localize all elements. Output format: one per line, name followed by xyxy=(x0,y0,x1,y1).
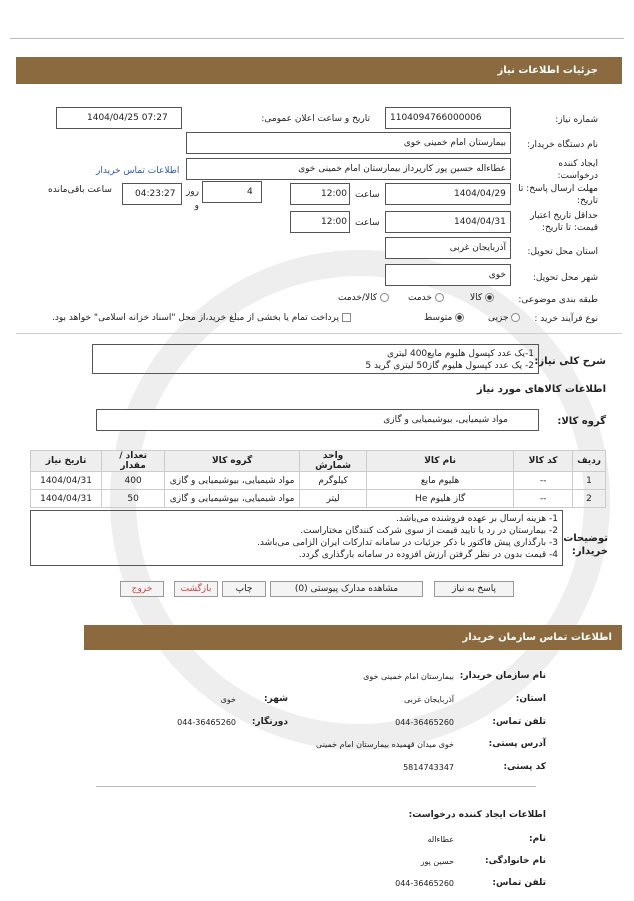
day-label: روز و xyxy=(185,187,199,211)
col-qty: تعداد / مقدار xyxy=(102,451,165,472)
province-label: استان محل تحویل: xyxy=(527,247,598,257)
need-number-label: شماره نیاز: xyxy=(555,115,598,125)
note-line-4: 4- قیمت بدون در نظر گرفتن ارزش افزوده در سامانه بارگذاری گردد. xyxy=(298,550,558,560)
notes-label: توضیحات خریدار: xyxy=(563,533,608,557)
col-row: ردیف xyxy=(573,451,606,472)
org-label: نام سازمان خریدار: xyxy=(459,671,546,681)
details-header xyxy=(16,57,622,84)
validity-time-field: 12:00 xyxy=(290,211,350,233)
cell-qty: 50 xyxy=(102,490,165,508)
address-value: خوی میدان قهمیده بیمارستان امام خمینی xyxy=(316,740,454,749)
cell-date: 1404/04/31 xyxy=(31,490,102,508)
category-goods-service-option[interactable]: کالا/خدمت xyxy=(338,293,389,303)
section-divider xyxy=(16,333,622,334)
validity-label: حداقل تاریخ اعتبار قیمت: تا تاریخ: xyxy=(530,211,598,233)
remaining-time-field: 04:23:27 xyxy=(122,183,182,205)
days-field: 4 xyxy=(202,181,262,203)
validity-date-field: 1404/04/31 xyxy=(385,211,511,233)
cell-row: 1 xyxy=(573,472,606,490)
category-label: طبقه بندی موضوعی: xyxy=(518,295,598,305)
cell-code: -- xyxy=(514,490,573,508)
contact-divider xyxy=(96,786,536,787)
address-label: آدرس پستی: xyxy=(488,739,546,749)
phone-label: تلفن تماس: xyxy=(492,717,546,727)
details-header-title: جزئیات اطلاعات نیاز xyxy=(497,65,598,76)
creator-family-value: حسین پور xyxy=(420,857,454,866)
radio-on-icon[interactable] xyxy=(455,313,464,322)
cell-unit: لیتر xyxy=(300,490,367,508)
contact-city-label: شهر: xyxy=(264,694,288,704)
col-unit: واحد شمارش xyxy=(300,451,367,472)
creator-info-title: اطلاعات ایجاد کننده درخواست: xyxy=(408,810,546,820)
note-line-2: 2- بیمارستان در رد یا تایید قیمت از سوی شرکت کنندگان مختاراست. xyxy=(300,526,558,536)
col-name: نام کالا xyxy=(367,451,514,472)
col-code: کد کالا xyxy=(514,451,573,472)
print-button[interactable]: چاپ xyxy=(222,581,266,597)
buyer-org-field: بیمارستان امام خمینی خوی xyxy=(186,132,511,154)
announce-label: تاریخ و ساعت اعلان عمومی: xyxy=(261,114,370,124)
radio-off-icon[interactable] xyxy=(380,293,389,302)
attachments-button[interactable]: مشاهده مدارک پیوستی (0) xyxy=(270,581,423,597)
col-date: تاریخ نیاز xyxy=(31,451,102,472)
cell-group: مواد شیمیایی، بیوشیمیایی و گازی xyxy=(165,490,300,508)
fax-label: دورنگار: xyxy=(251,717,288,727)
radio-off-icon[interactable] xyxy=(435,293,444,302)
checkbox-icon[interactable] xyxy=(342,313,351,322)
goods-group-label: گروه کالا: xyxy=(557,416,606,427)
creator-name-label: نام: xyxy=(529,834,546,844)
col-group: گروه کالا xyxy=(165,451,300,472)
goods-info-title: اطلاعات کالاهای مورد نیاز xyxy=(476,384,606,395)
radio-on-icon[interactable] xyxy=(485,293,494,302)
buyer-contact-link[interactable]: اطلاعات تماس خریدار xyxy=(96,166,180,176)
goods-table xyxy=(30,450,606,508)
summary-label: شرح کلی نیاز: xyxy=(534,356,606,367)
category-service-option[interactable]: خدمت xyxy=(408,293,444,303)
table-header-row xyxy=(31,451,606,472)
notes-box xyxy=(30,510,563,566)
need-number-field: 1104094766000006 xyxy=(385,107,511,129)
summary-line-2: 2- یک عدد کپسول هلیوم گاز50 لیتری گرید 5 xyxy=(365,361,534,371)
cell-code: -- xyxy=(514,472,573,490)
deadline-label: مهلت ارسال پاسخ: تا تاریخ: xyxy=(518,184,598,206)
process-partial-option[interactable]: جزیی xyxy=(488,313,520,323)
summary-line-1: 1-یک عدد کپسول هلیوم مایع400 لیتری xyxy=(386,349,534,359)
cell-name: گاز هلیوم He xyxy=(367,490,514,508)
creator-name-value: عطاءاله xyxy=(427,835,454,844)
radio-off-icon[interactable] xyxy=(511,313,520,322)
note-line-3: 3- بارگذاری پیش فاکتور با ذکر جزئیات در سامانه تدارکات ایران الزامی می‌باشد. xyxy=(257,538,558,548)
city-label: شهر محل تحویل: xyxy=(532,273,598,283)
top-divider xyxy=(10,38,624,39)
cell-unit: کیلوگرم xyxy=(300,472,367,490)
table-row xyxy=(31,472,606,490)
deadline-time-label: ساعت xyxy=(355,190,380,200)
city-field: خوی xyxy=(385,264,511,286)
goods-group-field: مواد شیمیایی، بیوشیمیایی و گازی xyxy=(96,409,539,431)
deadline-time-field: 12:00 xyxy=(290,183,350,205)
postal-value: 5814743347 xyxy=(403,763,454,772)
category-goods-option[interactable]: کالا xyxy=(470,293,494,303)
contact-city-value: خوی xyxy=(220,695,236,704)
creator-label: ایجاد کننده درخواست: xyxy=(557,159,598,181)
cell-qty: 400 xyxy=(102,472,165,490)
summary-box xyxy=(92,344,539,374)
province-field: آذربایجان غربی xyxy=(385,237,511,259)
creator-field: عطاءاله حسین پور کارپرداز بیمارستان امام خمینی خوی xyxy=(186,158,511,180)
cell-name: هلیوم مایع xyxy=(367,472,514,490)
validity-time-label: ساعت xyxy=(355,218,380,228)
contact-header-title: اطلاعات تماس سازمان خریدار xyxy=(462,632,612,643)
contact-header xyxy=(84,625,622,650)
contact-province-value: آذربایجان غربی xyxy=(403,695,454,704)
exit-button[interactable]: خروج xyxy=(120,581,164,597)
process-medium-option[interactable]: متوسط xyxy=(424,313,464,323)
table-row xyxy=(31,490,606,508)
deadline-date-field: 1404/04/29 xyxy=(385,183,511,205)
buyer-org-label: نام دستگاه خریدار: xyxy=(527,140,598,150)
back-button[interactable]: بازگشت xyxy=(174,581,218,597)
contact-province-label: استان: xyxy=(515,694,546,704)
creator-family-label: نام خانوادگی: xyxy=(484,856,546,866)
fax-value: 044-36465260 xyxy=(177,718,236,727)
announce-field: 1404/04/25 07:27 xyxy=(56,107,182,129)
postal-label: کد پستی: xyxy=(503,762,546,772)
treasury-option[interactable]: پرداخت تمام یا بخشی از مبلغ خرید،از محل "اسناد خزانه اسلامی" خواهد بود. xyxy=(52,313,351,323)
remaining-label: ساعت باقی‌مانده xyxy=(48,185,112,195)
cell-row: 2 xyxy=(573,490,606,508)
cell-group: مواد شیمیایی، بیوشیمیایی و گازی xyxy=(165,472,300,490)
creator-phone-value: 044-36465260 xyxy=(395,879,454,888)
note-line-1: 1- هزینه ارسال بر عهده فروشنده می‌باشد. xyxy=(395,514,558,524)
reply-button[interactable]: پاسخ به نیاز xyxy=(434,581,514,597)
creator-phone-label: تلفن تماس: xyxy=(492,878,546,888)
cell-date: 1404/04/31 xyxy=(31,472,102,490)
process-label: نوع فرآیند خرید : xyxy=(534,314,598,324)
phone-value: 044-36465260 xyxy=(395,718,454,727)
org-value: بیمارستان امام خمینی خوی xyxy=(363,672,454,681)
